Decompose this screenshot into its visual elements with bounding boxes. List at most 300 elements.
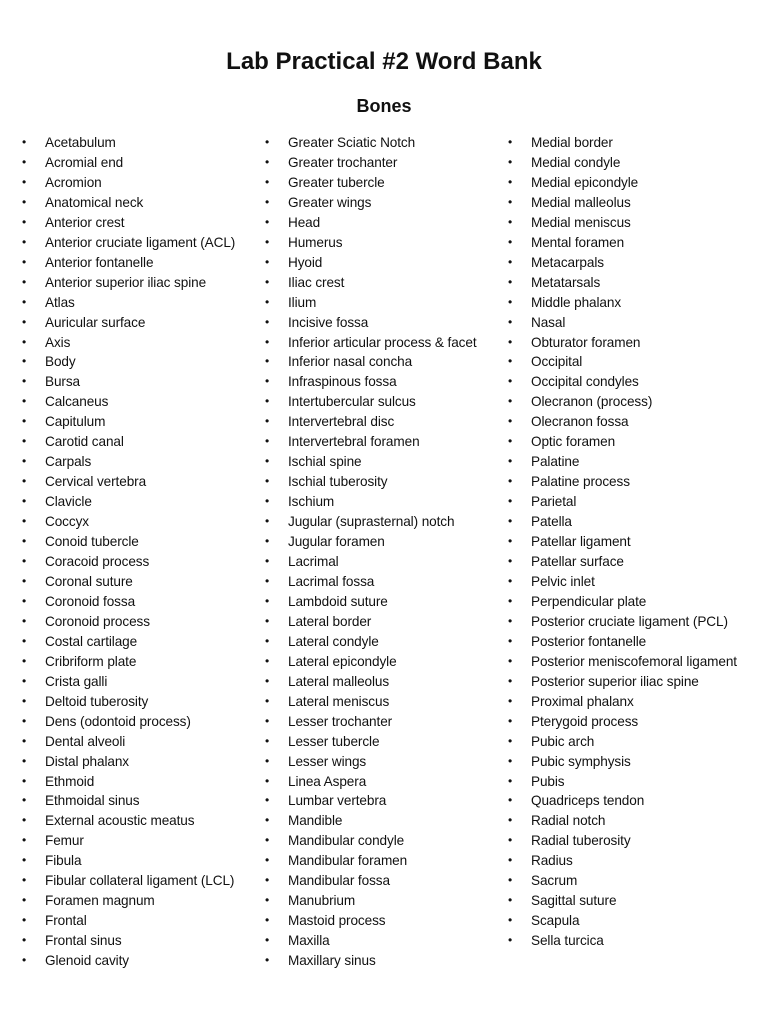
bullet-icon: • — [22, 753, 27, 768]
bullet-icon: • — [508, 254, 513, 269]
word-bank-item-label: Sagittal suture — [531, 893, 617, 909]
bullet-icon: • — [508, 733, 513, 748]
word-bank-item-label: Intervertebral disc — [288, 414, 395, 430]
word-bank-item-label: Metatarsals — [531, 274, 601, 290]
bullet-icon: • — [22, 933, 27, 948]
bullet-icon: • — [508, 673, 513, 688]
word-bank-item-label: Carotid canal — [45, 434, 124, 450]
word-bank-item-label: Anatomical neck — [45, 194, 144, 210]
bullet-icon: • — [265, 254, 270, 269]
word-bank-item-label: Sella turcica — [531, 933, 604, 949]
word-bank-item — [508, 911, 766, 931]
bullet-icon: • — [22, 633, 27, 648]
bullet-icon: • — [508, 214, 513, 229]
word-bank-item — [265, 752, 507, 772]
word-bank-item — [265, 472, 507, 492]
word-bank-item-label: Sacrum — [531, 873, 578, 889]
bullet-icon: • — [22, 334, 27, 349]
word-bank-item — [265, 652, 507, 672]
word-bank-item — [22, 891, 262, 911]
bullet-icon: • — [265, 334, 270, 349]
bullet-icon: • — [22, 813, 27, 828]
word-bank-item — [265, 372, 507, 392]
bullet-icon: • — [508, 434, 513, 449]
word-bank-item — [265, 492, 507, 512]
bullet-icon: • — [508, 833, 513, 848]
word-bank-item — [22, 552, 262, 572]
bullet-icon: • — [508, 135, 513, 149]
word-bank-item-label: Lumbar vertebra — [288, 793, 387, 809]
bullet-icon: • — [508, 853, 513, 868]
word-bank-item — [265, 173, 507, 193]
word-bank-item-label: Calcaneus — [45, 394, 109, 410]
word-bank-item-label: Ethmoidal sinus — [45, 793, 140, 809]
bullet-icon: • — [508, 474, 513, 489]
word-bank-item — [265, 193, 507, 213]
bullet-icon: • — [508, 334, 513, 349]
bullet-icon: • — [22, 593, 27, 608]
word-bank-item-label: Nasal — [531, 314, 566, 330]
word-bank-item-label: Mandibular condyle — [288, 833, 405, 849]
word-bank-item — [22, 153, 262, 173]
bullet-icon: • — [22, 773, 27, 788]
word-bank-item-label: Mandibular foramen — [288, 853, 408, 869]
word-bank-item — [22, 811, 262, 831]
bullet-icon: • — [508, 514, 513, 529]
bullet-icon: • — [508, 154, 513, 169]
word-bank-item-label: Clavicle — [45, 494, 92, 510]
word-bank-item — [265, 512, 507, 532]
bullet-icon: • — [22, 873, 27, 888]
word-bank-item — [508, 173, 766, 193]
bullet-icon: • — [508, 354, 513, 369]
bullet-icon: • — [265, 494, 270, 509]
bullet-icon: • — [508, 873, 513, 888]
bullet-icon: • — [508, 234, 513, 249]
bullet-icon: • — [265, 354, 270, 369]
word-bank-item — [22, 672, 262, 692]
bullet-icon: • — [265, 514, 270, 529]
word-bank-item — [22, 452, 262, 472]
word-bank-item — [508, 752, 766, 772]
word-bank-item-label: Infraspinous fossa — [288, 374, 397, 390]
bullet-icon: • — [22, 853, 27, 868]
word-bank-item-label: Lesser trochanter — [288, 713, 393, 729]
word-bank-item-label: Lesser wings — [288, 753, 367, 769]
word-bank-item — [22, 732, 262, 752]
word-bank-item-label: Anterior cruciate ligament (ACL) — [45, 234, 236, 250]
word-bank-item — [22, 352, 262, 372]
bullet-icon: • — [265, 873, 270, 888]
word-bank-item-label: Medial condyle — [531, 154, 621, 170]
word-bank-item — [265, 233, 507, 253]
word-bank-item-label: Lateral epicondyle — [288, 653, 397, 669]
word-bank-item-label: Medial epicondyle — [531, 174, 639, 190]
word-bank-item-label: Coccyx — [45, 514, 89, 530]
bullet-icon: • — [265, 653, 270, 668]
word-bank-item-label: Lateral malleolus — [288, 673, 390, 689]
word-bank-item — [22, 592, 262, 612]
bullet-icon: • — [22, 394, 27, 409]
word-bank-item-label: Intervertebral foramen — [288, 434, 420, 450]
bullet-icon: • — [265, 913, 270, 928]
bullet-icon: • — [22, 494, 27, 509]
word-bank-item — [508, 193, 766, 213]
bullet-icon: • — [265, 713, 270, 728]
bullet-icon: • — [265, 813, 270, 828]
word-bank-item-label: Anterior superior iliac spine — [45, 274, 207, 290]
word-bank-item — [508, 532, 766, 552]
bullet-icon: • — [508, 693, 513, 708]
bullet-icon: • — [265, 434, 270, 449]
word-list-column-1 — [22, 133, 262, 971]
word-bank-item-label: Acetabulum — [45, 135, 116, 150]
word-bank-item-label: Body — [45, 354, 76, 370]
word-bank-item-label: Glenoid cavity — [45, 953, 129, 969]
word-bank-item-label: Greater trochanter — [288, 154, 398, 170]
word-bank-item — [508, 772, 766, 792]
bullet-icon: • — [22, 554, 27, 569]
word-bank-item — [508, 492, 766, 512]
bullet-icon: • — [265, 613, 270, 628]
bullet-icon: • — [265, 673, 270, 688]
word-bank-item-label: Greater wings — [288, 194, 372, 210]
word-bank-item — [22, 951, 262, 971]
word-bank-item-label: Axis — [45, 334, 71, 350]
word-bank-item-label: Quadriceps tendon — [531, 793, 645, 809]
word-bank-item-label: Patella — [531, 514, 572, 530]
word-bank-item — [265, 213, 507, 233]
bullet-icon: • — [22, 254, 27, 269]
word-bank-item — [508, 652, 766, 672]
bullet-icon: • — [508, 613, 513, 628]
word-bank-item — [508, 791, 766, 811]
word-bank-item-label: Acromion — [45, 174, 102, 190]
bullet-icon: • — [22, 733, 27, 748]
word-bank-item-label: Palatine — [531, 454, 580, 470]
section-title-bones: Bones — [356, 96, 412, 116]
bullet-icon: • — [508, 653, 513, 668]
word-bank-item-label: Proximal phalanx — [531, 693, 634, 709]
word-bank-item — [508, 612, 766, 632]
word-list-column-2 — [265, 133, 507, 971]
word-bank-item-label: Head — [288, 214, 321, 230]
word-bank-item-label: Bursa — [45, 374, 81, 390]
bullet-icon: • — [22, 793, 27, 808]
word-bank-item — [22, 273, 262, 293]
bullet-icon: • — [508, 793, 513, 808]
bullet-icon: • — [265, 933, 270, 948]
word-bank-item — [265, 133, 507, 153]
word-bank-item — [265, 772, 507, 792]
word-bank-item-label: Distal phalanx — [45, 753, 129, 769]
bullet-icon: • — [22, 354, 27, 369]
word-bank-item — [508, 572, 766, 592]
word-bank-item-label: Mastoid process — [288, 913, 386, 929]
word-bank-item — [265, 732, 507, 752]
word-bank-item-label: Anterior fontanelle — [45, 254, 154, 270]
bullet-icon: • — [265, 633, 270, 648]
word-bank-item-label: Hyoid — [288, 254, 323, 270]
bullet-icon: • — [265, 274, 270, 289]
word-bank-item-label: Optic foramen — [531, 434, 616, 450]
word-bank-item — [508, 592, 766, 612]
word-bank-item-label: Patellar surface — [531, 554, 624, 570]
word-bank-item-label: Radial tuberosity — [531, 833, 631, 849]
bullet-icon: • — [22, 154, 27, 169]
word-bank-item — [265, 911, 507, 931]
word-bank-item — [508, 552, 766, 572]
bullet-icon: • — [265, 234, 270, 249]
word-bank-item — [22, 851, 262, 871]
bullet-icon: • — [265, 414, 270, 429]
word-bank-item-label: Palatine process — [531, 474, 630, 490]
bullet-icon: • — [508, 374, 513, 389]
bullet-icon: • — [265, 534, 270, 549]
word-bank-item — [22, 213, 262, 233]
word-bank-item — [265, 452, 507, 472]
word-bank-item-label: Linea Aspera — [288, 773, 367, 789]
word-bank-item — [22, 931, 262, 951]
word-bank-item-label: Posterior fontanelle — [531, 633, 647, 649]
word-bank-item — [265, 153, 507, 173]
word-bank-item — [265, 891, 507, 911]
word-bank-item — [22, 572, 262, 592]
word-bank-item — [508, 891, 766, 911]
word-bank-item-label: Lacrimal fossa — [288, 573, 375, 589]
bullet-icon: • — [22, 474, 27, 489]
word-bank-item — [508, 871, 766, 891]
word-bank-item — [22, 632, 262, 652]
word-bank-item-label: Foramen magnum — [45, 893, 155, 909]
word-bank-item — [508, 153, 766, 173]
word-bank-item-label: Jugular (suprasternal) notch — [288, 514, 455, 530]
bullet-icon: • — [508, 414, 513, 429]
word-bank-item-label: Coronal suture — [45, 573, 133, 589]
word-bank-item — [265, 712, 507, 732]
word-bank-item — [22, 652, 262, 672]
word-bank-item — [265, 672, 507, 692]
bullet-icon: • — [22, 833, 27, 848]
word-bank-item — [508, 392, 766, 412]
word-bank-item — [22, 173, 262, 193]
word-bank-item — [265, 831, 507, 851]
bullet-icon: • — [22, 314, 27, 329]
word-bank-item — [508, 452, 766, 472]
bullet-icon: • — [508, 773, 513, 788]
bullet-icon: • — [265, 294, 270, 309]
word-bank-item — [508, 372, 766, 392]
bullet-icon: • — [265, 394, 270, 409]
word-bank-item — [22, 472, 262, 492]
word-bank-item-label: Conoid tubercle — [45, 534, 139, 550]
word-bank-item — [22, 193, 262, 213]
bullet-icon: • — [22, 274, 27, 289]
word-bank-item-label: Posterior cruciate ligament (PCL) — [531, 613, 728, 629]
bullet-icon: • — [22, 294, 27, 309]
bullet-icon: • — [508, 713, 513, 728]
word-bank-item-label: Coronoid process — [45, 613, 150, 629]
word-bank-item-label: Ethmoid — [45, 773, 95, 789]
word-bank-item — [22, 372, 262, 392]
word-bank-item — [265, 871, 507, 891]
word-bank-item — [508, 412, 766, 432]
word-bank-item-label: External acoustic meatus — [45, 813, 195, 829]
bullet-icon: • — [265, 753, 270, 768]
bullet-icon: • — [265, 853, 270, 868]
word-list-column-3 — [508, 133, 766, 951]
bullet-icon: • — [265, 733, 270, 748]
word-bank-item-label: Frontal — [45, 913, 87, 929]
bullet-icon: • — [22, 374, 27, 389]
word-bank-item-label: Frontal sinus — [45, 933, 122, 949]
bullet-icon: • — [265, 174, 270, 189]
word-bank-item — [265, 811, 507, 831]
bullet-icon: • — [22, 673, 27, 688]
word-bank-item-label: Radius — [531, 853, 573, 869]
bullet-icon: • — [22, 174, 27, 189]
word-bank-item — [22, 412, 262, 432]
word-bank-item-label: Patellar ligament — [531, 534, 631, 550]
word-bank-item — [22, 791, 262, 811]
bullet-icon: • — [508, 454, 513, 469]
word-bank-item — [22, 333, 262, 353]
word-bank-item-label: Auricular surface — [45, 314, 146, 330]
bullet-icon: • — [508, 394, 513, 409]
word-bank-item — [508, 632, 766, 652]
bullet-icon: • — [508, 494, 513, 509]
word-bank-item — [22, 871, 262, 891]
word-bank-item — [22, 831, 262, 851]
bullet-icon: • — [22, 953, 27, 968]
word-bank-item-label: Obturator foramen — [531, 334, 641, 350]
bullet-icon: • — [508, 893, 513, 908]
word-bank-item — [508, 712, 766, 732]
bullet-icon: • — [265, 693, 270, 708]
word-bank-item-label: Inferior articular process & facet — [288, 334, 477, 350]
word-bank-item — [265, 851, 507, 871]
bullet-icon: • — [508, 933, 513, 948]
bullet-icon: • — [265, 135, 270, 149]
word-bank-item-label: Costal cartilage — [45, 633, 138, 649]
word-bank-item-label: Acromial end — [45, 154, 124, 170]
bullet-icon: • — [22, 713, 27, 728]
word-bank-item-label: Medial malleolus — [531, 194, 631, 210]
word-bank-item — [508, 851, 766, 871]
word-bank-item-label: Lacrimal — [288, 554, 339, 570]
word-bank-item-label: Occipital condyles — [531, 374, 639, 390]
word-bank-item-label: Pubic symphysis — [531, 753, 631, 769]
word-bank-item-label: Mental foramen — [531, 234, 625, 250]
word-bank-item — [22, 492, 262, 512]
word-bank-item — [508, 333, 766, 353]
bullet-icon: • — [508, 274, 513, 289]
word-bank-item-label: Dens (odontoid process) — [45, 713, 191, 729]
bullet-icon: • — [22, 234, 27, 249]
word-bank-item — [508, 931, 766, 951]
word-bank-item — [508, 672, 766, 692]
word-bank-item-label: Deltoid tuberosity — [45, 693, 149, 709]
word-bank-item-label: Pubic arch — [531, 733, 595, 749]
word-bank-item-label: Dental alveoli — [45, 733, 126, 749]
word-bank-item — [508, 133, 766, 153]
word-bank-item-label: Lateral meniscus — [288, 693, 390, 709]
word-bank-item — [508, 692, 766, 712]
word-bank-item-label: Incisive fossa — [288, 314, 369, 330]
word-bank-item-label: Capitulum — [45, 414, 106, 430]
word-bank-item-label: Occipital — [531, 354, 583, 370]
word-bank-item — [508, 472, 766, 492]
word-bank-item — [22, 313, 262, 333]
word-bank-item — [22, 911, 262, 931]
word-bank-item-label: Parietal — [531, 494, 577, 510]
bullet-icon: • — [265, 573, 270, 588]
bullet-icon: • — [22, 653, 27, 668]
word-bank-item — [508, 273, 766, 293]
bullet-icon: • — [22, 194, 27, 209]
bullet-icon: • — [508, 194, 513, 209]
bullet-icon: • — [265, 374, 270, 389]
word-bank-item — [508, 831, 766, 851]
word-bank-item-label: Pubis — [531, 773, 565, 789]
word-bank-item-label: Radial notch — [531, 813, 606, 829]
bullet-icon: • — [508, 753, 513, 768]
word-bank-item — [22, 253, 262, 273]
word-bank-item-label: Atlas — [45, 294, 75, 310]
bullet-icon: • — [265, 953, 270, 968]
word-bank-item-label: Posterior meniscofemoral ligament — [531, 653, 737, 669]
word-bank-item-label: Fibular collateral ligament (LCL) — [45, 873, 235, 889]
word-bank-item-label: Cribriform plate — [45, 653, 137, 669]
word-bank-item-label: Middle phalanx — [531, 294, 622, 310]
bullet-icon: • — [22, 893, 27, 908]
word-bank-item-label: Mandibular fossa — [288, 873, 390, 889]
word-bank-item — [265, 951, 507, 971]
word-bank-item — [508, 352, 766, 372]
bullet-icon: • — [508, 813, 513, 828]
word-bank-item — [265, 692, 507, 712]
word-bank-item — [265, 293, 507, 313]
word-bank-item-label: Maxillary sinus — [288, 953, 376, 969]
bullet-icon: • — [265, 554, 270, 569]
word-bank-item-label: Anterior crest — [45, 214, 125, 230]
word-bank-item-label: Perpendicular plate — [531, 593, 647, 609]
bullet-icon: • — [508, 573, 513, 588]
word-bank-item — [265, 313, 507, 333]
word-bank-item-label: Jugular foramen — [288, 534, 385, 550]
bullet-icon: • — [22, 135, 27, 149]
word-bank-item — [22, 133, 262, 153]
bullet-icon: • — [508, 534, 513, 549]
word-bank-item — [22, 752, 262, 772]
bullet-icon: • — [508, 294, 513, 309]
word-bank-item — [508, 293, 766, 313]
bullet-icon: • — [265, 593, 270, 608]
word-bank-item-label: Femur — [45, 833, 84, 849]
word-bank-item — [265, 592, 507, 612]
word-bank-item-label: Pterygoid process — [531, 713, 639, 729]
word-bank-item-label: Ischial tuberosity — [288, 474, 388, 490]
word-bank-item-label: Metacarpals — [531, 254, 604, 270]
bullet-icon: • — [508, 913, 513, 928]
bullet-icon: • — [22, 573, 27, 588]
bullet-icon: • — [265, 893, 270, 908]
bullet-icon: • — [22, 514, 27, 529]
word-bank-item — [508, 313, 766, 333]
word-bank-item-label: Coronoid fossa — [45, 593, 136, 609]
bullet-icon: • — [508, 314, 513, 329]
bullet-icon: • — [22, 613, 27, 628]
